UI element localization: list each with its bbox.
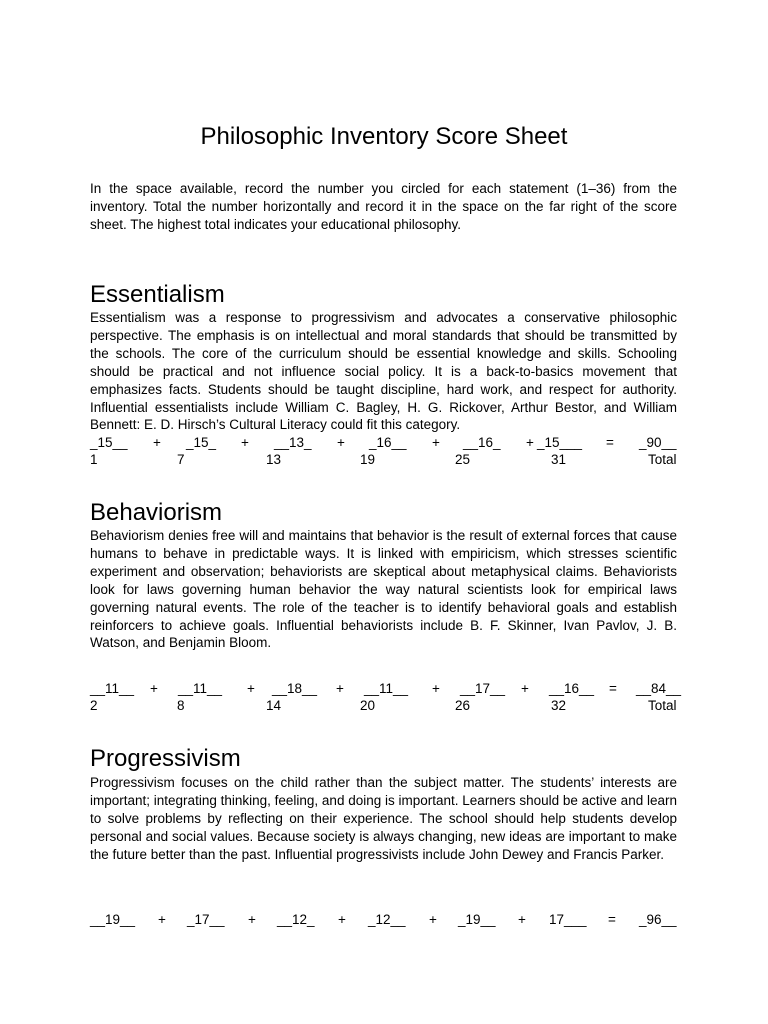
section-heading-progressivism: Progressivism — [90, 745, 241, 772]
total-blank[interactable]: __84__ — [636, 681, 682, 696]
score-blank[interactable]: _15_ — [186, 435, 217, 450]
plus-sign: + — [241, 435, 249, 450]
item-number: 7 — [177, 452, 185, 467]
item-number: 1 — [90, 452, 98, 467]
plus-sign: + — [158, 912, 166, 927]
item-number: 20 — [360, 698, 376, 713]
score-blank[interactable]: __16_ — [463, 435, 501, 450]
section-heading-behaviorism: Behaviorism — [90, 499, 223, 526]
item-numbers-behaviorism — [90, 697, 678, 715]
score-row-behaviorism — [90, 680, 682, 698]
plus-sign: + — [338, 912, 346, 927]
plus-sign: + — [518, 912, 526, 927]
score-blank[interactable]: __19__ — [90, 912, 136, 927]
item-number: 13 — [266, 452, 282, 467]
item-number: 26 — [455, 698, 471, 713]
plus-sign: + — [337, 435, 345, 450]
plus-sign: + — [432, 435, 440, 450]
score-blank[interactable]: __12_ — [277, 912, 315, 927]
score-row-essentialism — [90, 434, 678, 452]
item-number: 31 — [551, 452, 567, 467]
score-blank[interactable]: __11__ — [90, 681, 135, 696]
total-blank[interactable]: _90__ — [639, 435, 677, 450]
total-label: Total — [648, 698, 677, 713]
score-blank[interactable]: __11__ — [364, 681, 409, 696]
item-numbers-essentialism — [90, 451, 678, 469]
item-number: 14 — [266, 698, 282, 713]
equals-sign: = — [606, 435, 614, 450]
page-title: Philosophic Inventory Score Sheet — [200, 123, 568, 150]
plus-sign: + — [150, 681, 158, 696]
plus-sign: + — [336, 681, 344, 696]
item-number: 8 — [177, 698, 185, 713]
total-blank[interactable]: _96__ — [639, 912, 677, 927]
item-number: 2 — [90, 698, 98, 713]
plus-sign: + — [429, 912, 437, 927]
section-text-progressivism: Progressivism focuses on the child rather than the subject matter. The students’ interests are important; integrating thinking, feeling, and doing is important. Learners should be active and learn to solve problems by reflecting on their experience. The school should help students develop personal and social values. Because society is always changing, new ideas are important to make the future better than the past. Influential progressivists include John Dewey and Francis Parker. — [90, 775, 677, 862]
score-blank[interactable]: _16__ — [369, 435, 407, 450]
plus-sign: + — [153, 435, 161, 450]
score-blank[interactable]: __11__ — [178, 681, 223, 696]
plus-sign: + — [248, 912, 256, 927]
item-number: 25 — [455, 452, 471, 467]
item-number: 32 — [551, 698, 567, 713]
item-number: 19 — [360, 452, 376, 467]
score-blank[interactable]: __13_ — [274, 435, 312, 450]
equals-sign: = — [609, 681, 617, 696]
plus-sign: + — [521, 681, 529, 696]
score-row-progressivism — [90, 911, 678, 929]
score-blank[interactable]: _12__ — [368, 912, 406, 927]
total-label: Total — [648, 452, 677, 467]
plus-sign: + — [432, 681, 440, 696]
intro-paragraph: In the space available, record the number you circled for each statement (1–36) from the inventory. Total the number horizontally and record it in the space on the far right of the score sheet. The highest total indicates your educational philosophy. — [90, 181, 677, 232]
score-blank[interactable]: __16__ — [549, 681, 595, 696]
score-blank[interactable]: _15__ — [90, 435, 128, 450]
equals-sign: = — [608, 912, 616, 927]
plus-sign: + — [526, 435, 534, 450]
score-blank[interactable]: _17__ — [187, 912, 225, 927]
section-text-behaviorism: Behaviorism denies free will and maintains that behavior is the result of external forces that cause humans to behave in predictable ways. It is linked with empiricism, which stresses scientific experiment and observation; behaviorists are skeptical about metaphysical claims. Behaviorists look for laws governing human behavior the way natural scientists look for empirical laws governing natural events. The role of the teacher is to identify behavioral goals and establish reinforcers to achieve goals. Influential behaviorists include B. F. Skinner, Ivan Pavlov, J. B. Watson, and Benjamin Bloom. — [90, 528, 677, 651]
score-blank[interactable]: _15___ — [537, 435, 583, 450]
section-text-essentialism: Essentialism was a response to progressivism and advocates a conservative philosophic perspective. The emphasis is on intellectual and moral standards that should be transmitted by the schools. The core of the curriculum should be essential knowledge and skills. Schooling should be practical and not influence social policy. It is a back-to-basics movement that emphasizes facts. Students should be taught discipline, hard work, and respect for authority. Influential essentialists include William C. Bagley, H. G. Rickover, Arthur Bestor, and William Bennett: E. D. Hirsch’s Cultural Literacy could fit this category. — [90, 310, 677, 433]
score-blank[interactable]: __18__ — [272, 681, 318, 696]
section-heading-essentialism: Essentialism — [90, 281, 225, 308]
score-blank[interactable]: 17___ — [549, 912, 587, 927]
score-blank[interactable]: _19__ — [458, 912, 496, 927]
plus-sign: + — [247, 681, 255, 696]
score-blank[interactable]: __17__ — [460, 681, 506, 696]
